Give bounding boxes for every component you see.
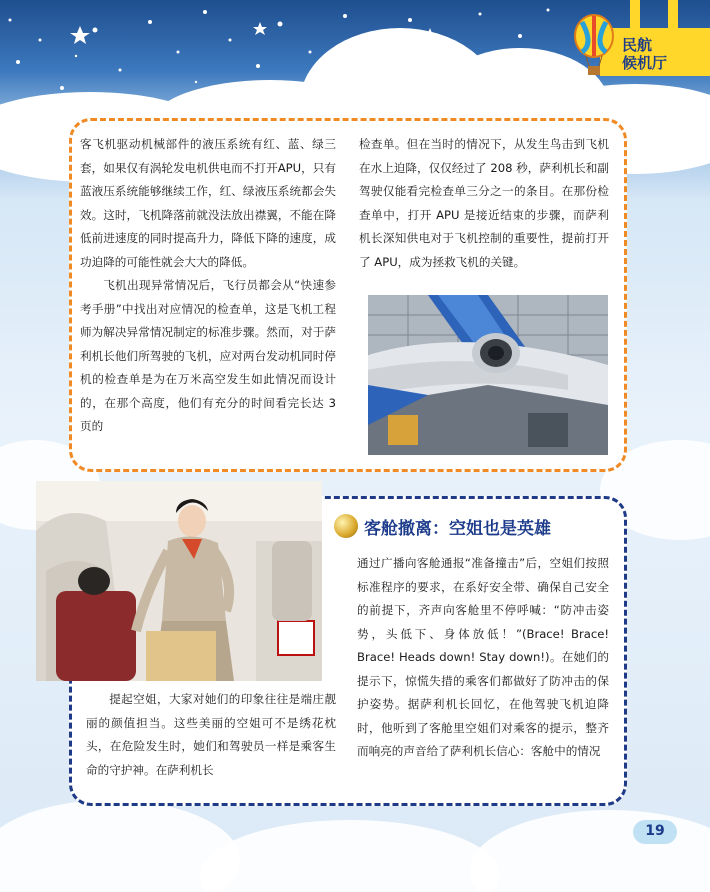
section-heading	[334, 512, 604, 542]
paragraph-checklist: 飞机出现异常情况后，飞行员都会从“快速参考手册”中找出对应情况的检查单，这是飞机工程师为解决异常情况制定的标准步骤。然而，对于萨利机长他们所驾驶的飞机，应对两台发动机同时停机的检查单是为在万米高空发生如此情况而设计的，在那个高度，他们有充分的时间看完长达 3 页的	[80, 278, 336, 433]
paragraph-hydraulic: 客飞机驱动机械部件的液压系统有红、蓝、绿三套，如果仅有涡轮发电机供电而不打开APU，只有蓝液压系统能够继续工作，红、绿液压系统都会失效。这时，飞机降落前就没法放出襟翼，不能在降低前进速度的同时提高升力，降低下降的速度，成功迫降的可能性就会大大的降低。	[80, 137, 336, 269]
hot-air-balloon-icon	[572, 14, 616, 78]
bottom-left-column	[86, 688, 336, 782]
top-right-column	[359, 133, 609, 274]
bottom-right-column	[357, 552, 609, 764]
section-label-line1: 民航	[622, 36, 653, 54]
cloud-decoration	[200, 820, 500, 892]
paragraph-apu: 检查单。但在当时的情况下，从发生鸟击到飞机在水上迫降，仅仅经过了 208 秒，萨利机长和副驾驶仅能看完检查单三分之一的条目。在那份检查单中，打开 APU 是接近结束的步骤，而萨利机长深知供电对于飞机控制的重要性，提前打开了 APU，成为拯救飞机的关键。	[359, 137, 609, 269]
page-number-badge	[633, 820, 677, 844]
page-number: 19	[645, 823, 665, 839]
paragraph-brace: 通过广播向客舱通报“准备撞击”后，空姐们按照标准程序的要求，在系好安全带、确保自己安全的前提下，齐声向客舱里不停呼喊：“防冲击姿势，头低下、身体放低！”(Brace! Brace! Brace! Heads down! Stay down!)。在她们的提示下，惊慌失措的乘客们都做好了防冲击的保护姿势。据萨利机长回忆，在他驾驶飞机迫降时，他听到了客舱里空姐们对乘客的提示，整齐而响亮的声音给了萨利机长信心：客舱中的情况	[357, 556, 609, 758]
flight-attendant-photo	[36, 481, 322, 681]
airplane-engine-photo	[368, 295, 608, 455]
section-label	[622, 36, 702, 72]
gold-ball-icon	[334, 514, 358, 538]
section-label-line2: 候机厅	[622, 54, 668, 72]
top-left-column	[80, 133, 336, 439]
section-heading-text: 客舱撤离：空姐也是英雄	[364, 519, 551, 539]
paragraph-attendants: 提起空姐，大家对她们的印象往往是端庄靓丽的颜值担当。这些美丽的空姐可不是绣花枕头，在危险发生时，她们和驾驶员一样是乘客生命的守护神。在萨利机长	[86, 692, 336, 777]
